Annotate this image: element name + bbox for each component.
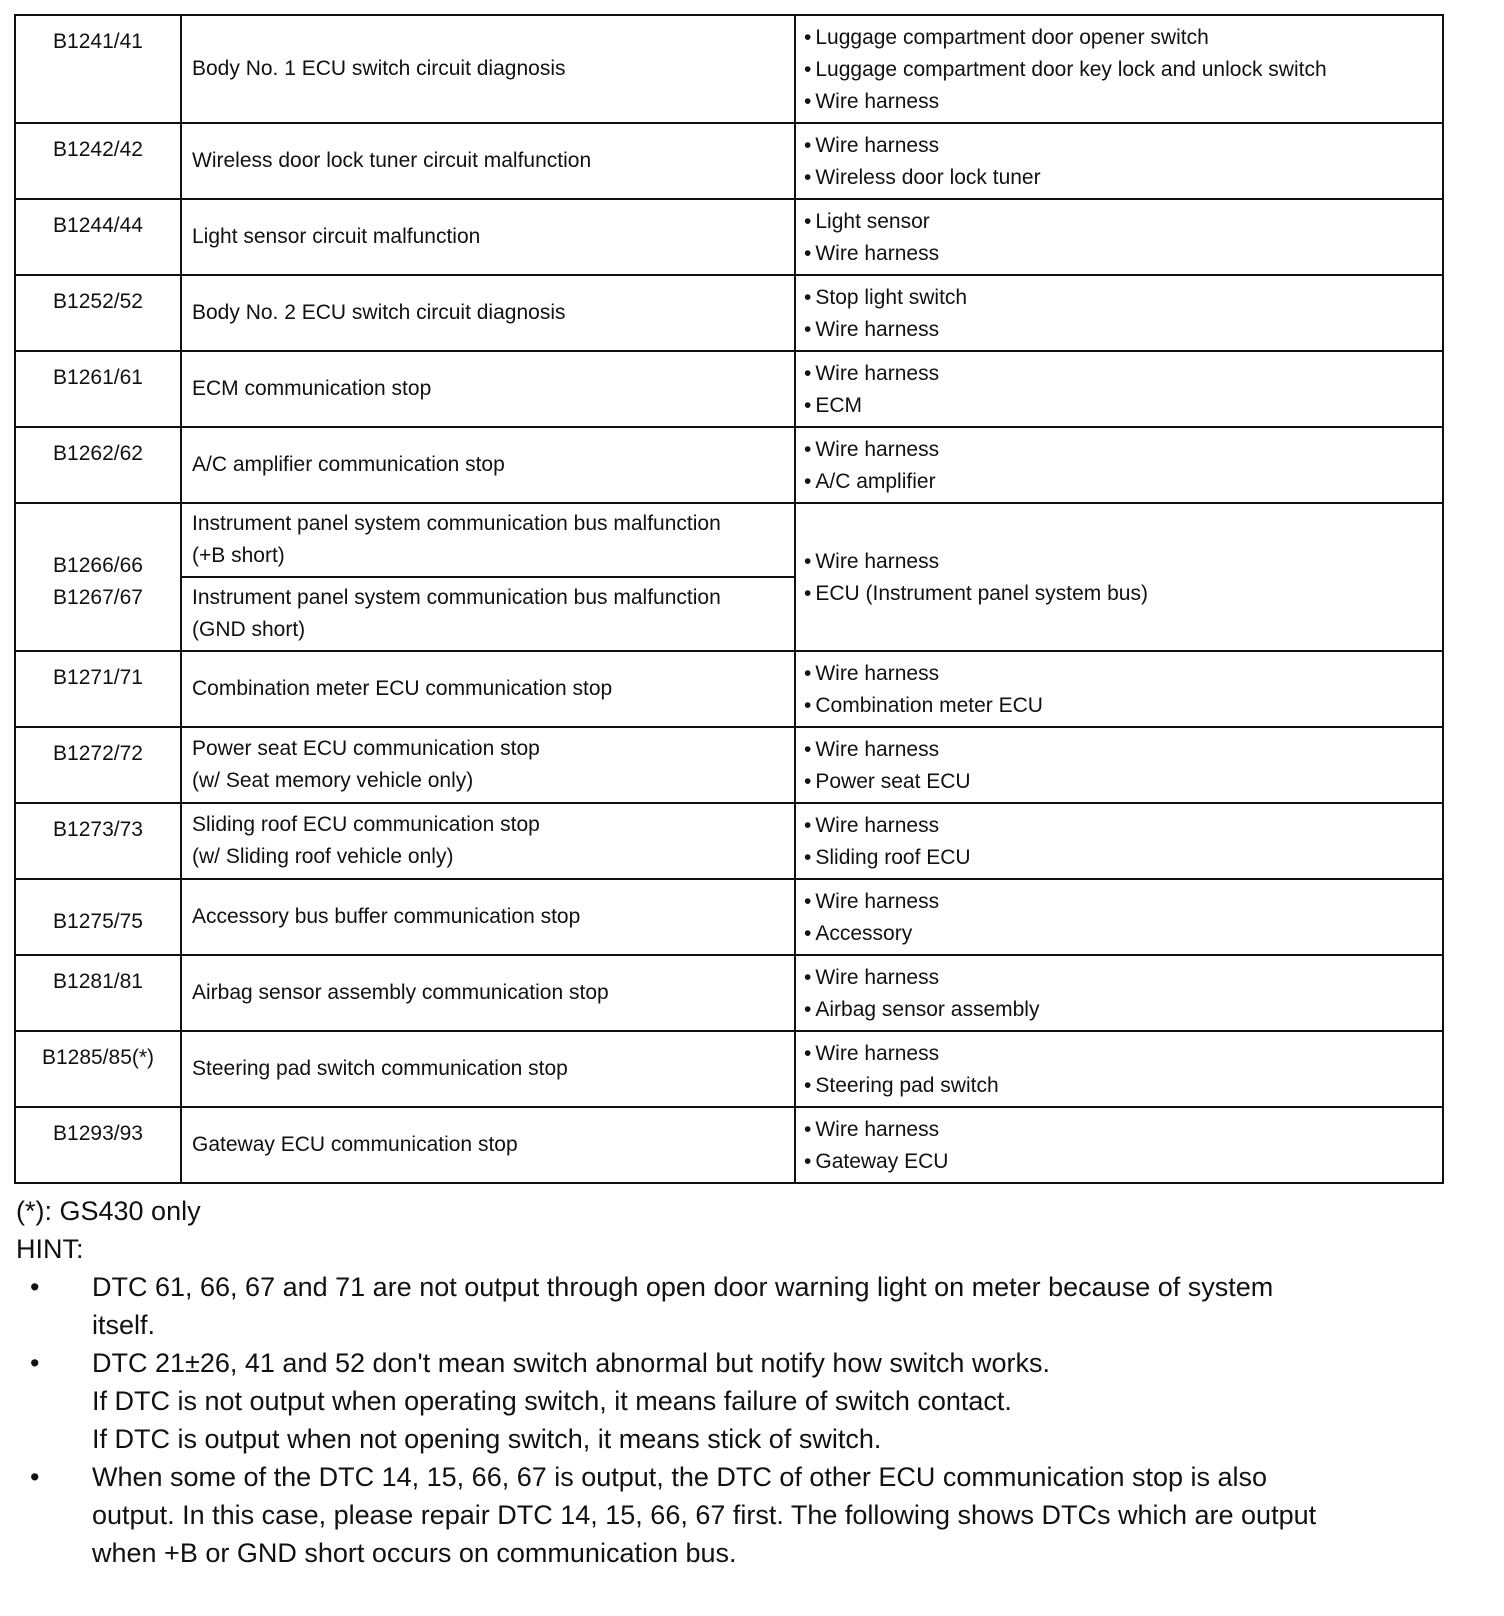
- table-row: [15, 427, 1443, 503]
- trouble-area-item: • Gateway ECU: [804, 1146, 1442, 1178]
- description-cell: [181, 651, 795, 727]
- hint-line: DTC 21±26, 41 and 52 don't mean switch abnormal but notify how switch works.: [92, 1348, 1050, 1378]
- hint-line: output. In this case, please repair DTC 14, 15, 66, 67 first. The following shows DTCs which are output: [92, 1500, 1317, 1530]
- table-row: [15, 879, 1443, 955]
- dtc-code-cell: B1262/62: [15, 427, 181, 503]
- trouble-area-item: • ECM: [804, 390, 1442, 422]
- description-cell: [181, 1031, 795, 1107]
- notes-section: [16, 1192, 1446, 1572]
- trouble-area-item: • Power seat ECU: [804, 766, 1442, 798]
- hint-line: itself.: [92, 1310, 156, 1340]
- trouble-area-item: • Accessory: [804, 918, 1442, 950]
- table-row: [15, 199, 1443, 275]
- trouble-area-cell: [795, 427, 1443, 503]
- hint-line: DTC 61, 66, 67 and 71 are not output through open door warning light on meter because of system: [92, 1272, 1274, 1302]
- table-row: [15, 275, 1443, 351]
- description-line: ECM communication stop: [192, 377, 432, 400]
- dtc-code-cell: [15, 503, 181, 651]
- dtc-code-cell: B1293/93: [15, 1107, 181, 1183]
- bullet-icon: •: [30, 1462, 40, 1492]
- trouble-area-cell: [795, 1107, 1443, 1183]
- description-line: Body No. 2 ECU switch circuit diagnosis: [192, 301, 566, 324]
- description-cell: [181, 727, 795, 803]
- hint-item: [16, 1344, 1446, 1458]
- dtc-code-cell: B1241/41: [15, 15, 181, 123]
- description-line: (+B short): [192, 544, 285, 567]
- description-cell: [181, 275, 795, 351]
- description-line: Body No. 1 ECU switch circuit diagnosis: [192, 57, 566, 80]
- trouble-area-cell: [795, 955, 1443, 1031]
- table-row: [15, 15, 1443, 123]
- trouble-area-item: • Wire harness: [804, 546, 1442, 578]
- description-cell: [181, 955, 795, 1031]
- dtc-code-cell: B1271/71: [15, 651, 181, 727]
- trouble-area-item: • Wire harness: [804, 734, 1442, 766]
- dtc-code-cell: B1252/52: [15, 275, 181, 351]
- trouble-area-item: • Airbag sensor assembly: [804, 994, 1442, 1026]
- dtc-code-cell: B1244/44: [15, 199, 181, 275]
- trouble-area-item: • Wireless door lock tuner: [804, 162, 1442, 194]
- dtc-code-cell: B1285/85(*): [15, 1031, 181, 1107]
- trouble-area-cell: [795, 651, 1443, 727]
- trouble-area-item: • Wire harness: [804, 86, 1442, 118]
- dtc-code-cell: B1275/75: [15, 879, 181, 955]
- table-row: [15, 351, 1443, 427]
- description-cell: [181, 15, 795, 123]
- trouble-area-item: • Wire harness: [804, 1038, 1442, 1070]
- description-cell: [181, 803, 795, 879]
- dtc-table: [14, 14, 1444, 1184]
- description-line: Combination meter ECU communication stop: [192, 677, 613, 700]
- hint-line: when +B or GND short occurs on communication bus.: [92, 1538, 737, 1568]
- trouble-area-item: • Wire harness: [804, 1114, 1442, 1146]
- trouble-area-item: • Wire harness: [804, 962, 1442, 994]
- description-cell: [181, 427, 795, 503]
- trouble-area-cell: [795, 199, 1443, 275]
- trouble-area-item: • Wire harness: [804, 130, 1442, 162]
- description-line: Power seat ECU communication stop: [192, 737, 540, 760]
- description-line: (GND short): [192, 618, 306, 641]
- trouble-area-item: • A/C amplifier: [804, 466, 1442, 498]
- trouble-area-cell: [795, 879, 1443, 955]
- description-line: Sliding roof ECU communication stop: [192, 813, 540, 836]
- table-row: [15, 727, 1443, 803]
- trouble-area-item: • Luggage compartment door key lock and unlock switch: [804, 54, 1442, 86]
- trouble-area-item: • Wire harness: [804, 434, 1442, 466]
- hint-line: When some of the DTC 14, 15, 66, 67 is output, the DTC of other ECU communication stop is also: [92, 1462, 1268, 1492]
- table-row: [15, 651, 1443, 727]
- bullet-icon: •: [30, 1348, 40, 1378]
- dtc-code-cell: B1281/81: [15, 955, 181, 1031]
- dtc-code-cell: B1272/72: [15, 727, 181, 803]
- table-row: [15, 955, 1443, 1031]
- hint-line: If DTC is not output when operating switch, it means failure of switch contact.: [92, 1386, 1012, 1416]
- table-row: [15, 503, 1443, 577]
- table-row: [15, 123, 1443, 199]
- trouble-area-cell: [795, 1031, 1443, 1107]
- dtc-code-cell: B1273/73: [15, 803, 181, 879]
- description-line: Instrument panel system communication bus malfunction: [192, 586, 721, 609]
- trouble-area-item: • Wire harness: [804, 886, 1442, 918]
- description-line: Instrument panel system communication bus malfunction: [192, 512, 721, 535]
- hint-item: [16, 1268, 1446, 1344]
- trouble-area-item: • Wire harness: [804, 810, 1442, 842]
- trouble-area-cell: [795, 15, 1443, 123]
- trouble-area-item: • Luggage compartment door opener switch: [804, 22, 1442, 54]
- description-line: Wireless door lock tuner circuit malfunction: [192, 149, 592, 172]
- description-line: (w/ Seat memory vehicle only): [192, 769, 474, 792]
- trouble-area-item: • Sliding roof ECU: [804, 842, 1442, 874]
- footnote: (*): GS430 only: [16, 1196, 201, 1226]
- trouble-area-cell: [795, 503, 1443, 651]
- hint-label: HINT:: [16, 1234, 84, 1264]
- description-cell: [181, 123, 795, 199]
- trouble-area-item: • Light sensor: [804, 206, 1442, 238]
- description-line: Airbag sensor assembly communication stop: [192, 981, 609, 1004]
- description-cell: [181, 199, 795, 275]
- dtc-code-cell: B1242/42: [15, 123, 181, 199]
- trouble-area-item: • Wire harness: [804, 314, 1442, 346]
- description-line: Light sensor circuit malfunction: [192, 225, 481, 248]
- trouble-area-cell: [795, 351, 1443, 427]
- hint-line: If DTC is output when not opening switch, it means stick of switch.: [92, 1424, 882, 1454]
- description-cell: [181, 879, 795, 955]
- trouble-area-item: • Wire harness: [804, 238, 1442, 270]
- description-cell: [181, 577, 795, 651]
- bullet-icon: •: [30, 1272, 40, 1302]
- trouble-area-item: • ECU (Instrument panel system bus): [804, 578, 1442, 610]
- trouble-area-cell: [795, 123, 1443, 199]
- trouble-area-item: • Steering pad switch: [804, 1070, 1442, 1102]
- trouble-area-cell: [795, 275, 1443, 351]
- table-row: [15, 803, 1443, 879]
- trouble-area-cell: [795, 727, 1443, 803]
- description-line: Steering pad switch communication stop: [192, 1057, 568, 1080]
- dtc-code-cell: B1261/61: [15, 351, 181, 427]
- table-row: [15, 1107, 1443, 1183]
- hint-item: [16, 1458, 1446, 1572]
- dtc-table-body: [15, 15, 1443, 1183]
- trouble-area-item: • Combination meter ECU: [804, 690, 1442, 722]
- trouble-area-item: • Stop light switch: [804, 282, 1442, 314]
- description-cell: [181, 503, 795, 577]
- description-line: Accessory bus buffer communication stop: [192, 905, 581, 928]
- trouble-area-cell: [795, 803, 1443, 879]
- description-line: Gateway ECU communication stop: [192, 1133, 518, 1156]
- dtc-code: B1267/67: [53, 586, 143, 609]
- trouble-area-item: • Wire harness: [804, 358, 1442, 390]
- trouble-area-item: • Wire harness: [804, 658, 1442, 690]
- dtc-code: B1266/66: [53, 554, 143, 577]
- description-line: (w/ Sliding roof vehicle only): [192, 845, 454, 868]
- description-cell: [181, 351, 795, 427]
- description-cell: [181, 1107, 795, 1183]
- description-line: A/C amplifier communication stop: [192, 453, 505, 476]
- table-row: [15, 1031, 1443, 1107]
